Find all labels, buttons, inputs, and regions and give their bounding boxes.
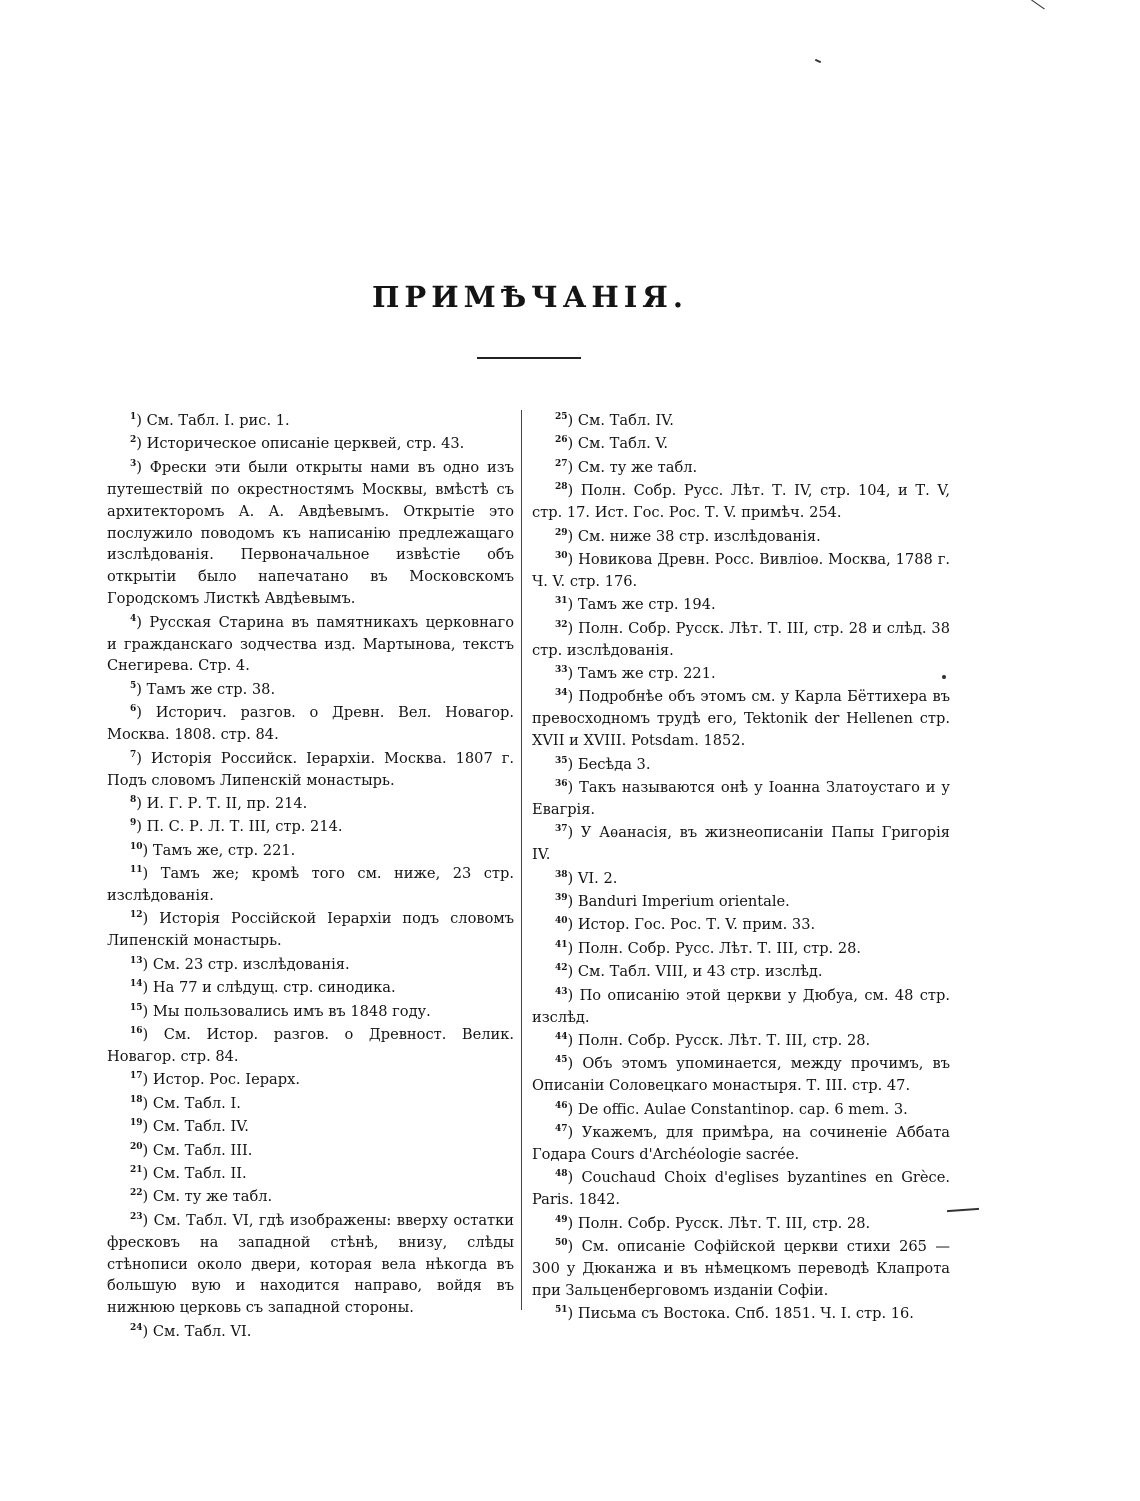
footnote-paren: ) bbox=[567, 596, 578, 614]
footnote bbox=[532, 410, 950, 432]
footnote-text: И. Г. Р. Т. II, пр. 214. bbox=[146, 794, 308, 812]
footnote-text: Фрески эти были открыты нами въ одно изъ путешествій по окрестностямъ Москвы, вмѣстѣ съ архитекторомъ А. А. Авдѣевымъ. Открытіе это послужило поводомъ къ написанію предлежащаго изслѣдованія. Первоначальное извѣстіе объ открытіи было напечатано въ Московскомъ Городскомъ Листкѣ Авдѣевымъ. bbox=[107, 458, 514, 608]
footnote-number: 33 bbox=[555, 665, 568, 676]
footnote-number: 29 bbox=[555, 527, 568, 538]
footnote-paren: ) bbox=[142, 1164, 153, 1182]
footnote-paren: ) bbox=[567, 527, 578, 545]
footnote bbox=[107, 1069, 514, 1091]
footnote bbox=[107, 679, 514, 701]
footnote bbox=[532, 618, 950, 662]
footnote-number: 13 bbox=[130, 955, 143, 966]
footnote bbox=[107, 977, 514, 999]
footnote-text: Тамъ же стр. 221. bbox=[577, 664, 716, 682]
footnote-number: 11 bbox=[130, 865, 143, 876]
footnote-text: См. Табл. VI, гдѣ изображены: вверху остатки фресковъ на западной стѣнѣ, внизу, слѣды стѣнописи около двери, которая вела нѣкогда въ большую вую и находится направо, войдя въ нижнюю церковь съ западной стороны. bbox=[107, 1211, 514, 1317]
footnote bbox=[107, 1024, 514, 1068]
footnote-number: 37 bbox=[555, 824, 568, 835]
footnote-text: Историческое описаніе церквей, стр. 43. bbox=[146, 435, 465, 453]
footnote-number: 9 bbox=[130, 818, 137, 829]
footnote-paren: ) bbox=[136, 458, 150, 476]
footnote-number: 31 bbox=[555, 596, 568, 607]
footnote-paren: ) bbox=[567, 755, 578, 773]
footnote-paren: ) bbox=[142, 1071, 153, 1089]
footnote-paren: ) bbox=[142, 1188, 153, 1206]
footnote bbox=[107, 1321, 514, 1343]
footnote bbox=[532, 1030, 950, 1052]
scan-mark bbox=[1031, 0, 1045, 9]
page-title: ПРИМѢЧАНІЯ. bbox=[372, 280, 688, 314]
footnote-paren: ) bbox=[136, 680, 147, 698]
footnote-number: 43 bbox=[555, 986, 568, 997]
footnote-paren: ) bbox=[567, 1124, 582, 1142]
footnote bbox=[532, 480, 950, 524]
footnote-number: 38 bbox=[555, 869, 568, 880]
footnote-number: 8 bbox=[130, 795, 137, 806]
footnote bbox=[532, 1122, 950, 1166]
footnote bbox=[107, 457, 514, 610]
footnote-number: 4 bbox=[130, 613, 137, 624]
footnote-number: 10 bbox=[130, 841, 143, 852]
footnote-text: Тамъ же, стр. 221. bbox=[152, 841, 296, 859]
footnote bbox=[107, 410, 514, 432]
footnote-paren: ) bbox=[136, 412, 147, 429]
scan-mark bbox=[942, 675, 946, 679]
scan-mark bbox=[815, 59, 821, 63]
footnote-text: Полн. Собр. Русск. Лѣт. Т. III, стр. 28. bbox=[577, 1031, 871, 1049]
footnote-paren: ) bbox=[567, 779, 580, 796]
footnote-number: 42 bbox=[555, 963, 568, 974]
footnote-paren: ) bbox=[567, 893, 578, 911]
footnote-paren: ) bbox=[567, 824, 581, 842]
footnote-number: 2 bbox=[130, 435, 137, 446]
footnote-number: 47 bbox=[555, 1124, 568, 1135]
footnote-number: 48 bbox=[555, 1169, 568, 1180]
title-rule bbox=[477, 357, 581, 359]
footnote-number: 26 bbox=[555, 435, 568, 446]
footnote bbox=[532, 891, 950, 913]
footnote bbox=[107, 1210, 514, 1320]
footnote bbox=[107, 1093, 514, 1115]
footnote bbox=[107, 612, 514, 678]
footnote-number: 18 bbox=[130, 1094, 143, 1105]
footnote bbox=[532, 549, 950, 593]
footnote-text: Исторія Российск. Іерархіи. Москва. 1807 г. Подъ словомъ Липенскій монастырь. bbox=[107, 749, 514, 789]
footnote-text: Объ этомъ упоминается, между прочимъ, въ Описаніи Соловецкаго монастыря. Т. III. стр. 47. bbox=[532, 1055, 950, 1095]
footnote bbox=[532, 526, 950, 548]
footnote-text: См. ту же табл. bbox=[152, 1188, 273, 1206]
footnote bbox=[532, 1053, 950, 1097]
footnote-number: 32 bbox=[555, 619, 568, 630]
footnote bbox=[107, 748, 514, 792]
footnote-number: 21 bbox=[130, 1165, 143, 1176]
footnote-paren: ) bbox=[142, 1141, 153, 1159]
footnote-number: 50 bbox=[555, 1238, 568, 1249]
footnote-number: 1 bbox=[130, 412, 137, 423]
footnote bbox=[532, 457, 950, 479]
footnote-number: 41 bbox=[555, 939, 568, 950]
footnote-paren: ) bbox=[142, 1211, 154, 1229]
scan-mark bbox=[947, 1208, 979, 1212]
footnote-number: 12 bbox=[130, 910, 143, 921]
footnote bbox=[107, 816, 514, 838]
footnote-number: 34 bbox=[555, 688, 568, 699]
footnote-paren: ) bbox=[142, 841, 153, 859]
footnote-text: См. Табл. IV. bbox=[152, 1118, 249, 1136]
column-divider bbox=[521, 410, 522, 1310]
footnote-paren: ) bbox=[567, 664, 578, 682]
footnote-text: Тамъ же; кромѣ того см. ниже, 23 стр. изслѣдованія. bbox=[107, 865, 514, 905]
footnote-paren: ) bbox=[567, 412, 578, 429]
footnote-paren: ) bbox=[567, 1055, 583, 1073]
footnote bbox=[532, 777, 950, 821]
footnote-number: 30 bbox=[555, 551, 568, 562]
footnote bbox=[107, 1186, 514, 1208]
footnote-paren: ) bbox=[567, 869, 578, 887]
footnote-paren: ) bbox=[142, 1002, 153, 1020]
footnote bbox=[107, 1140, 514, 1162]
footnote-text: Историч. разгов. о Древн. Вел. Новагор. Москва. 1808. стр. 84. bbox=[107, 704, 514, 744]
footnote bbox=[532, 985, 950, 1029]
footnote-number: 49 bbox=[555, 1214, 568, 1225]
footnote bbox=[107, 702, 514, 746]
footnote-paren: ) bbox=[142, 955, 153, 973]
footnote-paren: ) bbox=[567, 1238, 582, 1256]
footnote-paren: ) bbox=[567, 619, 579, 637]
footnote-paren: ) bbox=[567, 986, 580, 1004]
footnote bbox=[532, 1236, 950, 1302]
footnote-text: См. Табл. I. рис. 1. bbox=[146, 412, 290, 429]
footnote-number: 6 bbox=[130, 704, 137, 715]
footnote-text: Banduri Imperium orientale. bbox=[577, 893, 790, 911]
footnote-text: Исторія Россійской Іерархіи подъ словомъ Липенскій монастырь. bbox=[107, 910, 514, 950]
footnote-text: См. Табл. V. bbox=[577, 435, 669, 453]
footnote-text: Укажемъ, для примѣра, на сочиненіе Аббата Годара Cours d'Archéologie sacrée. bbox=[532, 1124, 950, 1163]
footnote-paren: ) bbox=[567, 1100, 578, 1118]
footnote bbox=[107, 1116, 514, 1138]
footnote-paren: ) bbox=[142, 979, 153, 997]
footnote-paren: ) bbox=[567, 963, 578, 981]
footnote-text: Couchaud Choix d'eglises byzantines en Grèce. Paris. 1842. bbox=[532, 1169, 950, 1209]
footnote-number: 24 bbox=[130, 1322, 143, 1333]
footnote bbox=[532, 1167, 950, 1211]
footnote-paren: ) bbox=[136, 749, 151, 767]
footnote-number: 5 bbox=[130, 681, 137, 692]
footnote-text: См. Табл. III. bbox=[152, 1141, 253, 1159]
footnote-number: 35 bbox=[555, 755, 568, 766]
footnote-number: 39 bbox=[555, 893, 568, 904]
footnote bbox=[107, 793, 514, 815]
footnote bbox=[532, 1099, 950, 1121]
footnote-text: Полн. Собр. Русс. Лѣт. Т. III, стр. 28. bbox=[577, 939, 862, 957]
footnote bbox=[532, 754, 950, 776]
footnote-paren: ) bbox=[136, 794, 147, 812]
footnote-paren: ) bbox=[567, 916, 578, 934]
footnote-number: 22 bbox=[130, 1188, 143, 1199]
footnote-number: 36 bbox=[555, 779, 568, 790]
footnote-paren: ) bbox=[136, 613, 150, 631]
footnote-number: 45 bbox=[555, 1055, 568, 1066]
footnote-text: VI. 2. bbox=[577, 869, 618, 887]
footnote-paren: ) bbox=[567, 550, 579, 568]
footnote-number: 23 bbox=[130, 1211, 143, 1222]
footnote-text: Полн. Собр. Русск. Лѣт. Т. III, стр. 28. bbox=[577, 1214, 871, 1232]
footnote-text: Подробнѣе объ этомъ см. у Карла Бёттихера въ превосходномъ трудѣ его, Tektonik der Hellenen стр. XVII и XVIII. Potsdam. 1852. bbox=[532, 688, 951, 750]
footnote-text: См. Табл. I. bbox=[152, 1094, 241, 1112]
footnote-paren: ) bbox=[567, 1169, 582, 1187]
notes-column-left bbox=[107, 410, 514, 1344]
footnote-paren: ) bbox=[142, 1322, 153, 1340]
footnote-paren: ) bbox=[567, 1214, 578, 1232]
footnote-number: 40 bbox=[555, 916, 568, 927]
footnote-paren: ) bbox=[567, 1031, 578, 1049]
footnote-number: 15 bbox=[130, 1002, 143, 1013]
footnote-paren: ) bbox=[142, 1094, 153, 1112]
footnote-paren: ) bbox=[142, 1118, 153, 1136]
footnote-text: Русская Старина въ памятникахъ церковнаго и гражданскаго зодчества изд. Мартынова, текстъ Снегирева. Стр. 4. bbox=[107, 613, 514, 675]
footnote-text: По описанію этой церкви у Дюбуа, см. 48 стр. изслѣд. bbox=[532, 986, 950, 1026]
footnote-number: 3 bbox=[130, 458, 137, 469]
footnote-text: См. 23 стр. изслѣдованія. bbox=[152, 955, 350, 973]
footnote-number: 27 bbox=[555, 458, 568, 469]
footnote-text: Полн. Собр. Русск. Лѣт. Т. III, стр. 28 и слѣд. 38 стр. изслѣдованія. bbox=[532, 619, 950, 659]
footnote-number: 28 bbox=[555, 482, 568, 493]
footnote-number: 14 bbox=[130, 979, 143, 990]
footnote-text: См. ниже 38 стр. изслѣдованія. bbox=[577, 527, 821, 545]
footnote bbox=[532, 961, 950, 983]
footnote-text: См. Табл. VIII, и 43 стр. изслѣд. bbox=[577, 963, 823, 981]
footnote-text: См. Табл. II. bbox=[152, 1164, 247, 1182]
footnote-text: Письма съ Востока. Спб. 1851. Ч. I. стр. 16. bbox=[577, 1305, 914, 1323]
footnote-text: Бесѣда 3. bbox=[577, 755, 651, 773]
footnote bbox=[107, 433, 514, 455]
footnote-paren: ) bbox=[142, 865, 161, 883]
footnote bbox=[532, 938, 950, 960]
footnote-text: Тамъ же стр. 194. bbox=[577, 596, 716, 614]
footnote-text: См. описаніе Софійской церкви стихи 265 — 300 у Дюканжа и въ нѣмецкомъ переводѣ Клапрота при Зальценберговомъ изданіи Софіи. bbox=[532, 1238, 950, 1299]
footnote-text: См. Табл. IV. bbox=[577, 412, 674, 429]
footnote bbox=[532, 868, 950, 890]
footnote-paren: ) bbox=[567, 458, 578, 476]
footnote bbox=[107, 1163, 514, 1185]
footnote-number: 20 bbox=[130, 1141, 143, 1152]
footnote bbox=[532, 822, 950, 866]
footnote-number: 17 bbox=[130, 1071, 143, 1082]
footnote-paren: ) bbox=[142, 910, 160, 928]
footnote bbox=[107, 908, 514, 952]
footnote-number: 46 bbox=[555, 1100, 568, 1111]
footnote-text: Истор. Гос. Рос. Т. V. прим. 33. bbox=[577, 916, 816, 934]
footnote-text: См. Табл. VI. bbox=[152, 1322, 252, 1340]
footnote-paren: ) bbox=[567, 939, 578, 957]
footnote-number: 19 bbox=[130, 1118, 143, 1129]
footnote-number: 7 bbox=[130, 749, 137, 760]
footnote-paren: ) bbox=[567, 1305, 578, 1323]
footnote-paren: ) bbox=[136, 435, 147, 453]
footnote bbox=[532, 1303, 950, 1325]
footnote-paren: ) bbox=[567, 482, 581, 500]
footnote-paren: ) bbox=[567, 435, 578, 453]
footnote-text: Тамъ же стр. 38. bbox=[146, 680, 276, 698]
footnote-text: См. Истор. разгов. о Древност. Велик. Новагор. стр. 84. bbox=[107, 1025, 514, 1065]
footnote bbox=[532, 1213, 950, 1235]
footnote-text: Полн. Собр. Русс. Лѣт. Т. IV, стр. 104, и Т. V, стр. 17. Ист. Гос. Рос. Т. V. примѣч. 254. bbox=[532, 482, 950, 522]
footnote bbox=[532, 686, 950, 752]
footnote bbox=[532, 914, 950, 936]
footnote-text: Новикова Древн. Росс. Вивліоѳ. Москва, 1788 г. Ч. V. стр. 176. bbox=[532, 550, 950, 590]
footnote bbox=[107, 954, 514, 976]
footnote bbox=[532, 433, 950, 455]
footnote-paren: ) bbox=[136, 818, 147, 836]
footnote-text: Мы пользовались имъ въ 1848 году. bbox=[152, 1002, 431, 1020]
footnote-number: 25 bbox=[555, 412, 568, 423]
footnote-text: См. ту же табл. bbox=[577, 458, 698, 476]
footnote-number: 16 bbox=[130, 1026, 143, 1037]
footnote bbox=[532, 594, 950, 616]
footnote-text: У Аѳанасія, въ жизнеописаніи Папы Григорія IV. bbox=[532, 824, 950, 864]
footnote-paren: ) bbox=[142, 1025, 164, 1043]
footnote bbox=[107, 863, 514, 907]
notes-column-right bbox=[532, 410, 950, 1327]
footnote-number: 44 bbox=[555, 1032, 568, 1043]
footnote bbox=[107, 840, 514, 862]
footnote bbox=[532, 663, 950, 685]
footnote-paren: ) bbox=[136, 704, 156, 722]
footnote-text: Такъ называются онѣ у Іоанна Златоустаго и у Евагрія. bbox=[532, 779, 950, 818]
footnote-text: De offic. Aulae Constantinop. cap. 6 mem. 3. bbox=[577, 1100, 908, 1118]
footnote-paren: ) bbox=[567, 688, 579, 706]
footnote bbox=[107, 1001, 514, 1023]
footnote-text: Истор. Рос. Іерарх. bbox=[152, 1071, 300, 1089]
footnote-text: П. С. Р. Л. Т. III, стр. 214. bbox=[146, 818, 343, 836]
footnote-text: На 77 и слѣдущ. стр. синодика. bbox=[152, 979, 396, 997]
footnote-number: 51 bbox=[555, 1305, 568, 1316]
